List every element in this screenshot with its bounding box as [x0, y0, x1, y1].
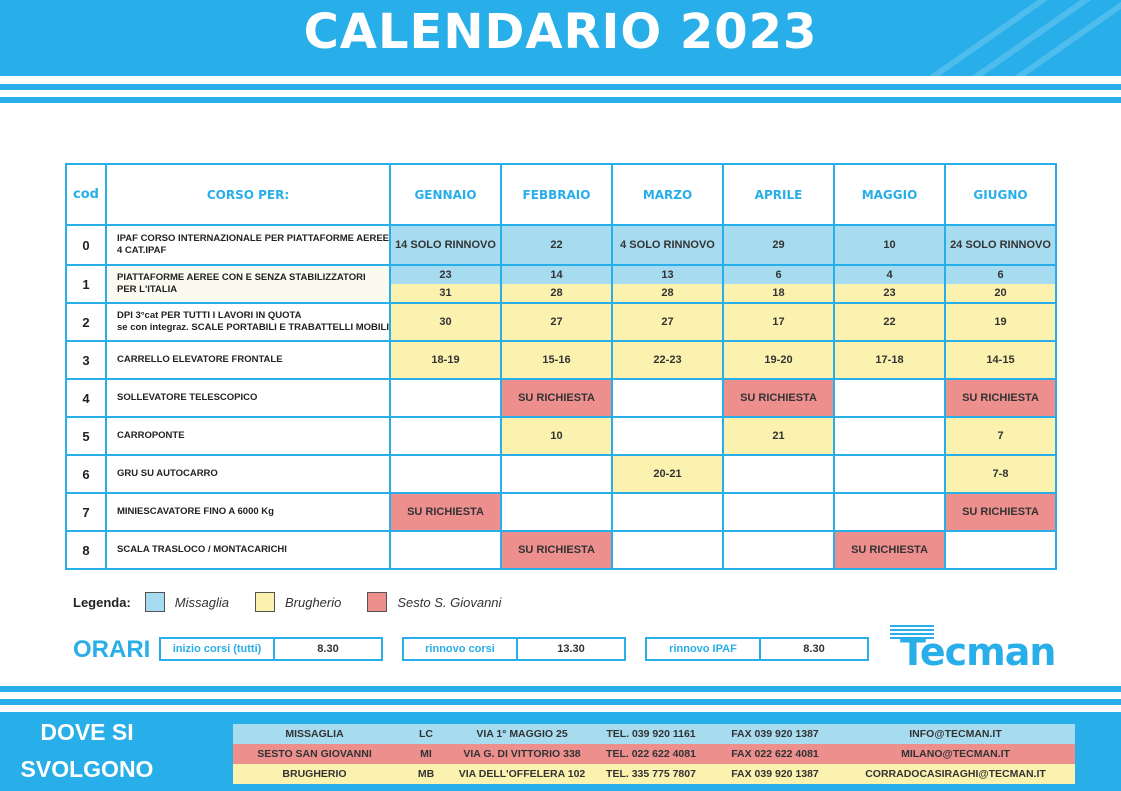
date-value-brugherio: 28 [502, 284, 611, 302]
date-cell [612, 493, 723, 531]
date-cell: 17-18 [834, 341, 945, 379]
location-name: SESTO SAN GIOVANNI [257, 748, 372, 760]
course-name [106, 493, 390, 531]
date-cell [834, 265, 945, 303]
date-cell [501, 493, 612, 531]
date-cell [723, 531, 834, 569]
date-cell [612, 417, 723, 455]
table-row [66, 455, 1056, 493]
location-tel: TEL. 335 775 7807 [606, 768, 696, 780]
date-cell [834, 379, 945, 417]
course-name-line: CARRELLO ELEVATORE FRONTALE [117, 354, 283, 365]
date-cell: 21 [723, 417, 834, 455]
legend-label: Legenda: [73, 594, 131, 610]
table-row [66, 303, 1056, 341]
date-cell: 22 [501, 225, 612, 265]
location-address: VIA G. DI VITTORIO 338 [463, 748, 581, 760]
date-cell [612, 265, 723, 303]
course-name [106, 341, 390, 379]
course-name-line: PER L'ITALIA [117, 284, 178, 295]
orari-box-ipaf [645, 637, 869, 661]
date-cell [834, 493, 945, 531]
locations-table [233, 724, 1075, 784]
course-code: 7 [66, 493, 106, 531]
location-fax: FAX 039 920 1387 [731, 728, 819, 740]
orari-label: rinnovo IPAF [647, 639, 761, 659]
date-cell [390, 417, 501, 455]
date-cell: SU RICHIESTA [501, 531, 612, 569]
footer-title [0, 714, 174, 788]
location-tel: TEL. 039 920 1161 [606, 728, 696, 740]
course-name-line: 4 CAT.IPAF [117, 245, 167, 256]
date-value-missaglia: 4 [835, 266, 944, 284]
course-code: 8 [66, 531, 106, 569]
course-name-line: DPI 3°cat PER TUTTI I LAVORI IN QUOTA [117, 310, 302, 321]
date-cell: 20-21 [612, 455, 723, 493]
table-row [66, 341, 1056, 379]
table-row [66, 265, 1056, 303]
column-header-cod: cod [66, 164, 106, 225]
course-name-line: CARROPONTE [117, 430, 185, 441]
course-name-line: IPAF CORSO INTERNAZIONALE PER PIATTAFORME AEREE [117, 233, 389, 244]
course-code: 0 [66, 225, 106, 265]
legend-item-missaglia: Missaglia [174, 594, 229, 610]
date-value-missaglia: 13 [613, 266, 722, 284]
footer-title-line: DOVE SI [40, 719, 134, 745]
date-cell [834, 455, 945, 493]
date-cell: 7 [945, 417, 1056, 455]
date-cell [501, 265, 612, 303]
date-cell [390, 265, 501, 303]
column-header-month: APRILE [723, 164, 834, 225]
orari-value: 8.30 [803, 643, 825, 655]
legend-swatch-missaglia [145, 592, 165, 612]
course-name-line: SCALA TRASLOCO / MONTACARICHI [117, 544, 287, 555]
date-cell [390, 531, 501, 569]
location-name: BRUGHERIO [282, 768, 347, 780]
column-header-month: MARZO [612, 164, 723, 225]
date-value-missaglia: 6 [724, 266, 833, 284]
date-cell [390, 455, 501, 493]
date-cell: 14 SOLO RINNOVO [390, 225, 501, 265]
course-code: 4 [66, 379, 106, 417]
date-cell: SU RICHIESTA [390, 493, 501, 531]
table-header-row [66, 164, 1056, 225]
orari-title: ORARI [73, 636, 151, 663]
course-name-line: MINIESCAVATORE FINO A 6000 Kg [117, 506, 274, 517]
course-name [106, 303, 390, 341]
course-name-line: se con integraz. SCALE PORTABILI E TRABATTELLI MOBILI [117, 322, 389, 333]
date-cell: 30 [390, 303, 501, 341]
header-stripe [0, 97, 1121, 103]
course-code: 6 [66, 455, 106, 493]
tecman-logo: Tecman [900, 630, 1056, 674]
course-name [106, 225, 390, 265]
date-cell [612, 531, 723, 569]
date-value-brugherio: 20 [946, 284, 1055, 302]
legend [73, 591, 527, 613]
date-cell: SU RICHIESTA [945, 493, 1056, 531]
location-email[interactable]: MILANO@TECMAN.IT [901, 748, 1010, 760]
date-cell [612, 379, 723, 417]
page-title: CALENDARIO 2023 [303, 4, 818, 60]
date-cell: 10 [501, 417, 612, 455]
legend-swatch-sesto [367, 592, 387, 612]
course-name-line: SOLLEVATORE TELESCOPICO [117, 392, 258, 403]
location-prov: MI [420, 748, 432, 760]
date-cell: 29 [723, 225, 834, 265]
location-name: MISSAGLIA [285, 728, 344, 740]
date-value-brugherio: 28 [613, 284, 722, 302]
location-fax: FAX 022 622 4081 [731, 748, 819, 760]
date-value-brugherio: 18 [724, 284, 833, 302]
course-name [106, 379, 390, 417]
date-cell: 15-16 [501, 341, 612, 379]
orari-label: rinnovo corsi [404, 639, 518, 659]
course-name [106, 531, 390, 569]
orari-value: 8.30 [317, 643, 339, 655]
orari-box-inizio [159, 637, 383, 661]
legend-item-brugherio: Brugherio [284, 594, 342, 610]
footer-stripe [0, 686, 1121, 692]
date-cell [945, 265, 1056, 303]
location-prov: MB [417, 768, 435, 780]
date-value-brugherio: 31 [391, 284, 500, 302]
date-value-missaglia: 23 [391, 266, 500, 284]
table-row [66, 531, 1056, 569]
location-tel: TEL. 022 622 4081 [606, 748, 696, 760]
date-cell: 27 [501, 303, 612, 341]
orari-label: inizio corsi (tutti) [161, 639, 275, 659]
column-header-month: GENNAIO [390, 164, 501, 225]
column-header-month: GIUGNO [945, 164, 1056, 225]
date-cell [834, 417, 945, 455]
date-cell [501, 455, 612, 493]
orari-value: 13.30 [557, 643, 585, 655]
date-cell: 10 [834, 225, 945, 265]
orari-box-rinnovo [402, 637, 626, 661]
course-name [106, 455, 390, 493]
date-cell: 14-15 [945, 341, 1056, 379]
date-cell: 7-8 [945, 455, 1056, 493]
date-cell: SU RICHIESTA [834, 531, 945, 569]
course-code: 1 [66, 265, 106, 303]
date-value-missaglia: 6 [946, 266, 1055, 284]
location-prov: LC [419, 728, 433, 740]
date-cell: 4 SOLO RINNOVO [612, 225, 723, 265]
date-cell: 17 [723, 303, 834, 341]
date-cell: 27 [612, 303, 723, 341]
date-cell [723, 493, 834, 531]
legend-swatch-brugherio [255, 592, 275, 612]
location-address: VIA 1° MAGGIO 25 [476, 728, 568, 740]
course-code: 2 [66, 303, 106, 341]
date-cell: SU RICHIESTA [501, 379, 612, 417]
course-name-line: PIATTAFORME AEREE CON E SENZA STABILIZZATORI [117, 272, 366, 283]
footer-title-line: SVOLGONO [20, 756, 154, 782]
date-cell: SU RICHIESTA [723, 379, 834, 417]
column-header-month: FEBBRAIO [501, 164, 612, 225]
footer-stripe [0, 699, 1121, 705]
date-cell: 22-23 [612, 341, 723, 379]
date-cell [390, 379, 501, 417]
legend-item-sesto: Sesto S. Giovanni [397, 594, 502, 610]
location-row [233, 724, 1075, 744]
date-cell: 24 SOLO RINNOVO [945, 225, 1056, 265]
date-cell: 18-19 [390, 341, 501, 379]
course-name-line: GRU SU AUTOCARRO [117, 468, 218, 479]
course-name [106, 417, 390, 455]
location-row [233, 744, 1075, 764]
date-cell [945, 531, 1056, 569]
table-row [66, 493, 1056, 531]
location-row [233, 764, 1075, 784]
date-cell: 19 [945, 303, 1056, 341]
table-row [66, 379, 1056, 417]
location-email[interactable]: INFO@TECMAN.IT [909, 728, 1002, 740]
date-value-missaglia: 14 [502, 266, 611, 284]
course-calendar-table [65, 163, 1057, 570]
course-name [106, 265, 390, 303]
location-email[interactable]: CORRADOCASIRAGHI@TECMAN.IT [865, 768, 1046, 780]
header-banner [0, 0, 1121, 76]
date-value-brugherio: 23 [835, 284, 944, 302]
header-stripe [0, 84, 1121, 90]
date-cell: 19-20 [723, 341, 834, 379]
course-code: 3 [66, 341, 106, 379]
location-fax: FAX 039 920 1387 [731, 768, 819, 780]
date-cell: SU RICHIESTA [945, 379, 1056, 417]
location-address: VIA DELL'OFFELERA 102 [458, 768, 586, 780]
column-header-corso: CORSO PER: [106, 164, 390, 225]
table-row [66, 225, 1056, 265]
column-header-month: MAGGIO [834, 164, 945, 225]
date-cell [723, 265, 834, 303]
date-cell: 22 [834, 303, 945, 341]
date-cell [723, 455, 834, 493]
table-row [66, 417, 1056, 455]
course-code: 5 [66, 417, 106, 455]
